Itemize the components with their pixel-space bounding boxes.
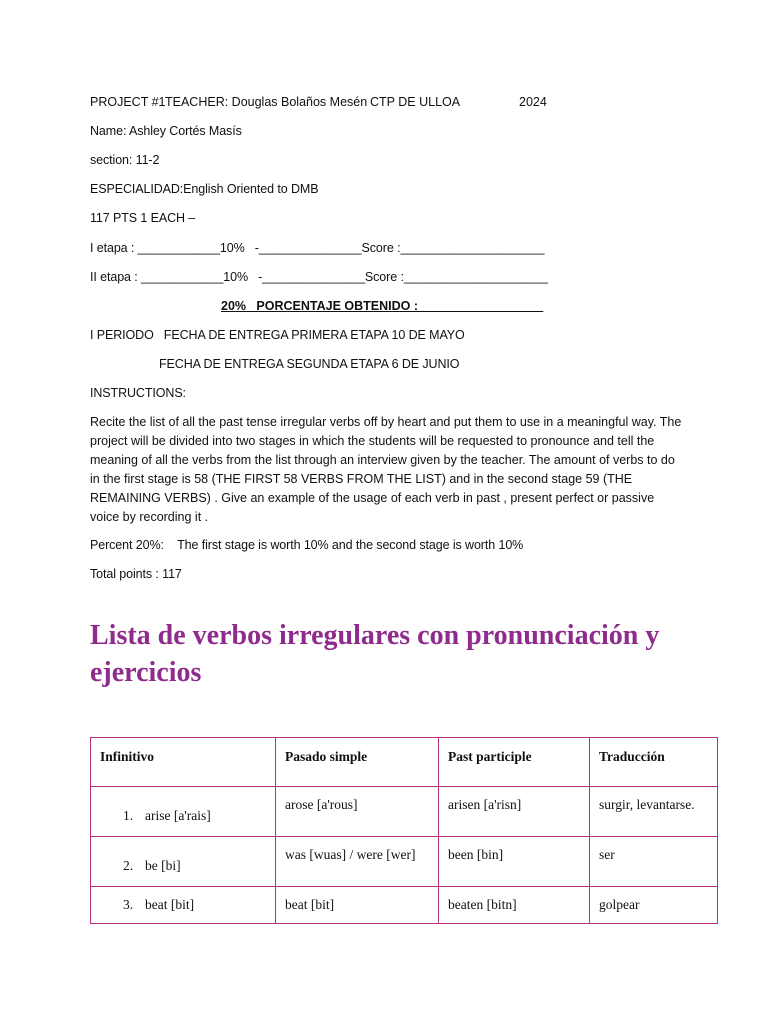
verbs-table xyxy=(90,737,718,924)
row-number: 3. xyxy=(123,897,134,912)
past-participle-cell: been [bin] xyxy=(439,837,590,887)
infinitive-cell xyxy=(91,837,276,887)
table-row xyxy=(91,837,718,887)
past-simple-cell: arose [a'rous] xyxy=(276,787,439,837)
year: 2024 xyxy=(519,95,547,109)
infinitive: beat [bit] xyxy=(145,897,195,912)
header-pasado-simple: Pasado simple xyxy=(276,738,439,787)
infinitive-cell xyxy=(91,787,276,837)
especialidad-line: ESPECIALIDAD:English Oriented to DMB xyxy=(90,182,319,196)
instructions-body: Recite the list of all the past tense irregular verbs off by heart and put them to use in a meaningful way. The project will be divided into two stages in which the students will be requested to pronounce and tell the meaning of all the verbs from the list through an interview given by the teacher. The amount of verbs to do in the first stage is 58 (THE FIRST 58 VERBS FROM THE LIST) and in the second stage 59 (THE REMAINING VERBS) . Give an example of the usage of each verb in past , present perfect or passive voice by recording it . xyxy=(90,415,682,524)
infinitive: be [bi] xyxy=(145,858,181,873)
teacher-name: TEACHER: Douglas Bolaños Mesén xyxy=(165,95,368,109)
stage-2-line: II etapa : ____________10% -_______________Score :_____________________ xyxy=(90,270,548,284)
past-simple-cell: beat [bit] xyxy=(276,887,439,924)
section-line: section: 11-2 xyxy=(90,153,160,167)
total-points-line: Total points : 117 xyxy=(90,567,182,581)
delivery-date-2: FECHA DE ENTREGA SEGUNDA ETAPA 6 DE JUNIO xyxy=(159,357,460,371)
instructions-heading: INSTRUCTIONS: xyxy=(90,386,186,400)
header-infinitivo: Infinitivo xyxy=(91,738,276,787)
percent-line: Percent 20%: The first stage is worth 10% and the second stage is worth 10% xyxy=(90,538,524,552)
translation-cell: golpear xyxy=(590,887,718,924)
infinitive: arise [a'rais] xyxy=(145,808,211,823)
translation-cell: ser xyxy=(590,837,718,887)
table-header-row xyxy=(91,738,718,787)
project-number: PROJECT #1 xyxy=(90,95,166,109)
verb-list-title: Lista de verbos irregulares con pronunciación y ejercicios xyxy=(90,620,660,688)
row-number: 1. xyxy=(123,808,134,823)
stage-1-line: I etapa : ____________10% -_______________Score :_____________________ xyxy=(90,241,545,255)
header-past-participle: Past participle xyxy=(439,738,590,787)
porcentaje-obtenido: 20% PORCENTAJE OBTENIDO : _________________ xyxy=(221,299,544,313)
past-participle-cell: arisen [a'risn] xyxy=(439,787,590,837)
table-row xyxy=(91,787,718,837)
table-row xyxy=(91,887,718,924)
translation-cell: surgir, levantarse. xyxy=(590,787,718,837)
school-name: CTP DE ULLOA xyxy=(370,95,461,109)
student-name: Name: Ashley Cortés Masís xyxy=(90,124,242,138)
row-number: 2. xyxy=(123,858,134,873)
past-participle-cell: beaten [bitn] xyxy=(439,887,590,924)
header-traduccion: Traducción xyxy=(590,738,718,787)
infinitive-cell xyxy=(91,887,276,924)
delivery-date-1: I PERIODO FECHA DE ENTREGA PRIMERA ETAPA 10 DE MAYO xyxy=(90,328,465,342)
points-line: 117 PTS 1 EACH – xyxy=(90,211,196,225)
past-simple-cell: was [wuas] / were [wer] xyxy=(276,837,439,887)
